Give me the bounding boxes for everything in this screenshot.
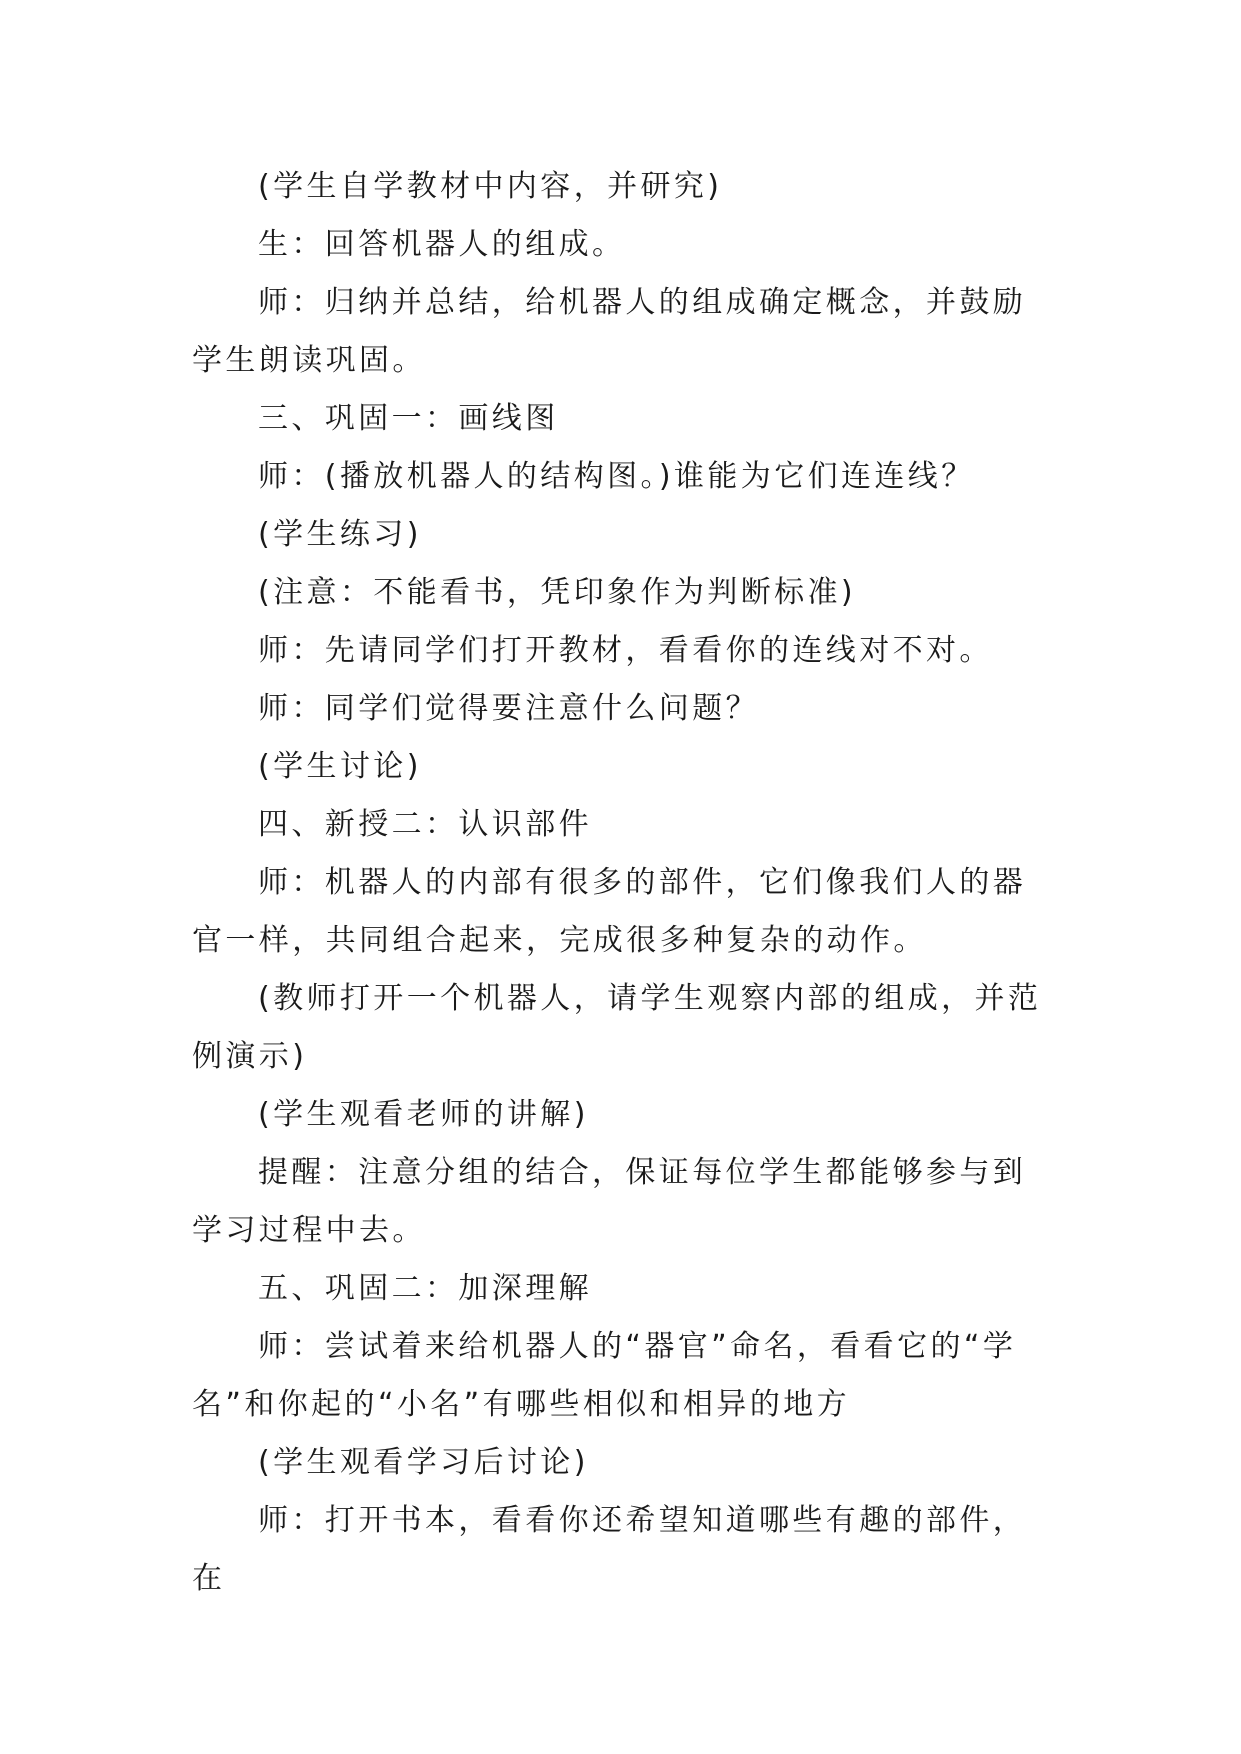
paragraph: (学生练习) (258, 517, 422, 552)
paragraph: 生：回答机器人的组成。 (258, 227, 626, 262)
paragraph: 师：同学们觉得要注意什么问题？ (258, 691, 759, 726)
paragraph: 师：尝试着来给机器人的“器官”命名，看看它的“学名”和你起的“小名”有哪些相似和相异的地方 (192, 1329, 1017, 1422)
paragraph: 提醒：注意分组的结合，保证每位学生都能够参与到学习过程中去。 (192, 1155, 1027, 1248)
section-heading: 五、巩固二：加深理解 (258, 1271, 592, 1306)
section-heading: 四、新授二：认识部件 (258, 807, 592, 842)
paragraph: (注意：不能看书，凭印象作为判断标准) (258, 575, 857, 610)
paragraph: 师：(播放机器人的结构图。)谁能为它们连连线？ (258, 459, 975, 494)
paragraph: 师：归纳并总结，给机器人的组成确定概念，并鼓励学生朗读巩固。 (192, 285, 1027, 378)
paragraph: 师：打开书本，看看你还希望知道哪些有趣的部件，在 (192, 1503, 1027, 1596)
paragraph: 师：先请同学们打开教材，看看你的连线对不对。 (258, 633, 993, 668)
paragraph: (教师打开一个机器人，请学生观察内部的组成，并范例演示) (192, 981, 1042, 1074)
paragraph: (学生讨论) (258, 749, 422, 784)
paragraph: (学生观看老师的讲解) (258, 1097, 589, 1132)
paragraph: (学生自学教材中内容，并研究) (258, 169, 723, 204)
paragraph: (学生观看学习后讨论) (258, 1445, 589, 1480)
document-body (192, 158, 1052, 1608)
paragraph: 师：机器人的内部有很多的部件，它们像我们人的器官一样，共同组合起来，完成很多种复杂的动作。 (192, 865, 1027, 958)
section-heading: 三、巩固一：画线图 (258, 401, 559, 436)
